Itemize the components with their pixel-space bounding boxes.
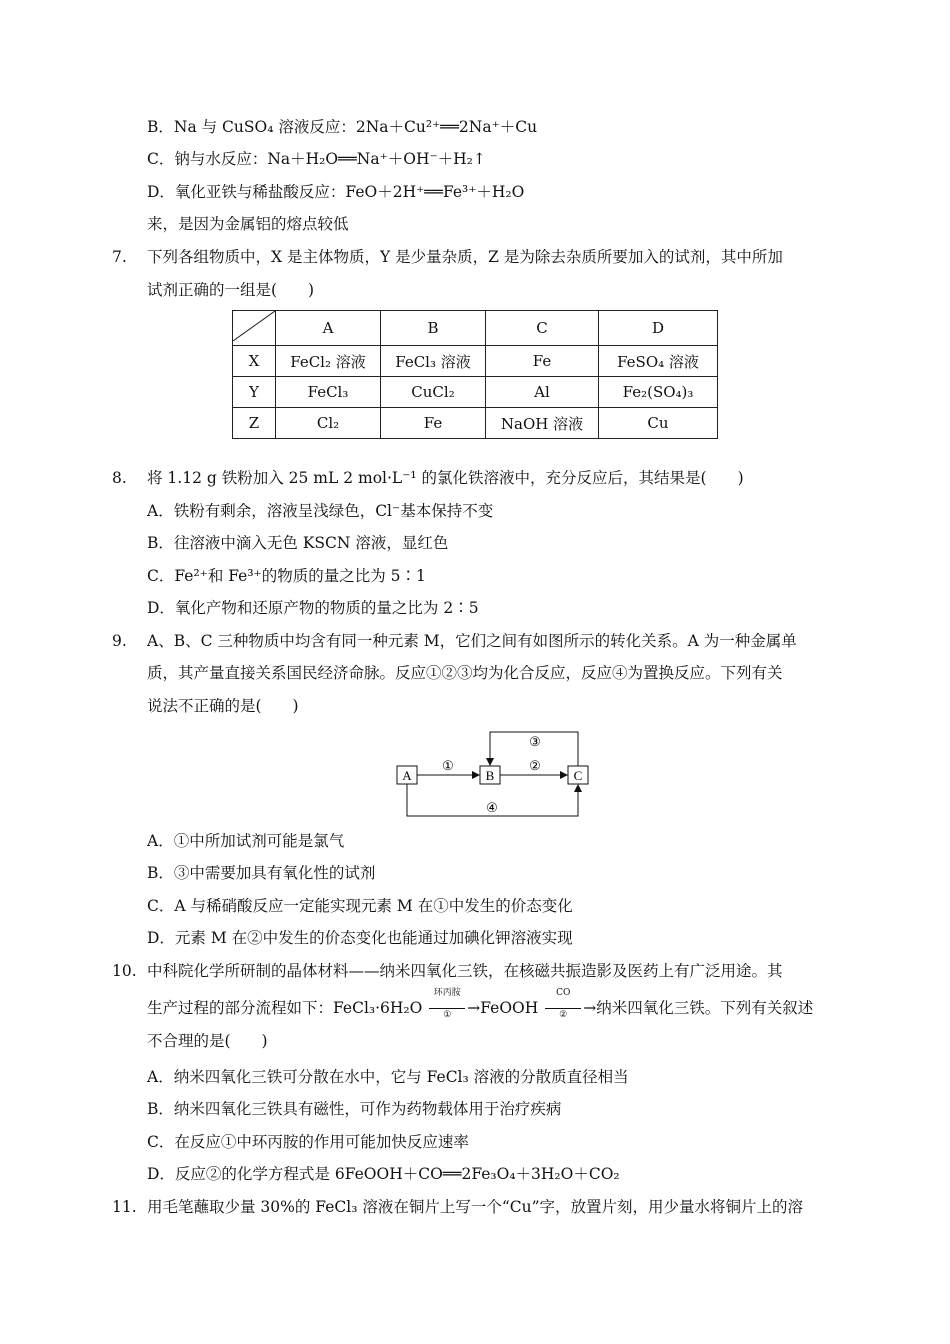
table-header: D bbox=[599, 311, 718, 346]
q9-stem-line2: 质，其产量直接关系国民经济命脉。反应①②③均为化合反应，反应④为置换反应。下列有关 bbox=[147, 664, 783, 682]
q10-line2-post: →纳米四氧化三铁。下列有关叙述 bbox=[583, 999, 814, 1017]
row-label: Y bbox=[233, 377, 276, 408]
label-a: A bbox=[402, 768, 412, 783]
q9-conversion-diagram bbox=[395, 728, 595, 820]
table-cell: NaOH 溶液 bbox=[486, 408, 599, 439]
table-cell: FeSO₄ 溶液 bbox=[599, 346, 718, 377]
q8-option-a: A．铁粉有剩余，溶液呈浅绿色，Cl⁻基本保持不变 bbox=[147, 502, 494, 520]
q9-stem-line1: A、B、C 三种物质中均含有同一种元素 M，它们之间有如图所示的转化关系。A 为一种金属单 bbox=[147, 632, 797, 650]
reaction-arrow-1 bbox=[427, 988, 467, 1020]
q10-option-d: D．反应②的化学方程式是 6FeOOH＋CO══2Fe₃O₄＋3H₂O＋CO₂ bbox=[147, 1165, 620, 1183]
q9-option-b: B．③中需要加具有氧化性的试剂 bbox=[147, 864, 376, 882]
q8-number: 8. bbox=[112, 469, 127, 487]
q10-stem-line1: 中科院化学所研制的晶体材料——纳米四氧化三铁，在核磁共振造影及医药上有广泛用途。其 bbox=[147, 962, 783, 980]
q9-stem-line3: 说法不正确的是( ) bbox=[147, 697, 299, 715]
q7-table bbox=[232, 310, 718, 439]
q8-option-c: C．Fe²⁺和 Fe³⁺的物质的量之比为 5∶1 bbox=[147, 567, 426, 585]
q8-option-b: B．往溶液中滴入无色 KSCN 溶液，显红色 bbox=[147, 534, 449, 552]
reaction-1-label: ① bbox=[442, 759, 454, 774]
table-header-row bbox=[233, 311, 718, 346]
table-row bbox=[233, 377, 718, 408]
table-cell: Fe₂(SO₄)₃ bbox=[599, 377, 718, 408]
q10-stem-line3: 不合理的是( ) bbox=[147, 1032, 268, 1050]
reaction-4-label: ④ bbox=[486, 801, 498, 816]
q9-option-c: C．A 与稀硝酸反应一定能实现元素 M 在①中发生的价态变化 bbox=[147, 897, 573, 915]
q6-option-c: C．钠与水反应：Na＋H₂O══Na⁺＋OH⁻＋H₂↑ bbox=[147, 150, 486, 168]
table-cell: Cl₂ bbox=[276, 408, 381, 439]
q10-option-b: B．纳米四氧化三铁具有磁性，可作为药物载体用于治疗疾病 bbox=[147, 1100, 562, 1118]
table-cell: Cu bbox=[599, 408, 718, 439]
reaction-3-label: ③ bbox=[529, 735, 541, 750]
table-cell: FeCl₃ 溶液 bbox=[381, 346, 486, 377]
q10-option-c: C．在反应①中环丙胺的作用可能加快反应速率 bbox=[147, 1133, 469, 1151]
q11-stem-line1: 用毛笔蘸取少量 30%的 FeCl₃ 溶液在铜片上写一个“Cu”字，放置片刻，用少量水将铜片上的溶 bbox=[147, 1198, 804, 1216]
table-cell: FeCl₂ 溶液 bbox=[276, 346, 381, 377]
table-header: C bbox=[486, 311, 599, 346]
q9-option-a: A．①中所加试剂可能是氯气 bbox=[147, 832, 345, 850]
q8-option-d: D．氧化产物和还原产物的物质的量之比为 2∶5 bbox=[147, 599, 479, 617]
reaction-arrow-2 bbox=[543, 988, 583, 1020]
label-c: C bbox=[573, 768, 583, 783]
table-cell: CuCl₂ bbox=[381, 377, 486, 408]
row-label: Z bbox=[233, 408, 276, 439]
table-corner-cell bbox=[233, 311, 276, 346]
q9-option-d: D．元素 M 在②中发生的价态变化也能通过加碘化钾溶液实现 bbox=[147, 929, 573, 947]
q9-number: 9. bbox=[112, 632, 127, 650]
q11-number: 11. bbox=[112, 1198, 137, 1216]
table-cell: FeCl₃ bbox=[276, 377, 381, 408]
q7-stem-line2: 试剂正确的一组是( ) bbox=[147, 281, 315, 299]
diagonal-line-icon bbox=[233, 311, 275, 341]
q6-option-d: D．氧化亚铁与稀盐酸反应：FeO＋2H⁺══Fe³⁺＋H₂O bbox=[147, 183, 525, 201]
q10-line2-pre: 生产过程的部分流程如下：FeCl₃·6H₂O bbox=[147, 999, 423, 1017]
row-label: X bbox=[233, 346, 276, 377]
table-header: B bbox=[381, 311, 486, 346]
q7-number: 7. bbox=[112, 248, 127, 266]
label-b: B bbox=[485, 768, 495, 783]
q10-stem-line2 bbox=[147, 988, 814, 1020]
table-row bbox=[233, 408, 718, 439]
table-row bbox=[233, 346, 718, 377]
q8-stem: 将 1.12 g 铁粉加入 25 mL 2 mol·L⁻¹ 的氯化铁溶液中，充分反应后，其结果是( ) bbox=[147, 469, 744, 487]
q10-number: 10. bbox=[112, 962, 137, 980]
table-cell: Al bbox=[486, 377, 599, 408]
table-cell: Fe bbox=[486, 346, 599, 377]
table-header: A bbox=[276, 311, 381, 346]
q6-option-b: B．Na 与 CuSO₄ 溶液反应：2Na＋Cu²⁺══2Na⁺＋Cu bbox=[147, 118, 538, 136]
q6-extra-text: 来，是因为金属铝的熔点较低 bbox=[147, 215, 349, 233]
arrow-1-condition: 环丙胺 bbox=[433, 988, 461, 998]
arrow-2-condition: CO bbox=[556, 988, 571, 998]
table-cell: Fe bbox=[381, 408, 486, 439]
q10-option-a: A．纳米四氧化三铁可分散在水中，它与 FeCl₃ 溶液的分散质直径相当 bbox=[147, 1068, 629, 1086]
q10-line2-mid: →FeOOH bbox=[467, 999, 539, 1017]
reaction-2-label: ② bbox=[529, 759, 541, 774]
arrow-2-step: ② bbox=[559, 1010, 568, 1020]
arrow-1-step: ① bbox=[443, 1010, 452, 1020]
q7-stem-line1: 下列各组物质中，X 是主体物质，Y 是少量杂质，Z 是为除去杂质所要加入的试剂，其中所加 bbox=[147, 248, 783, 266]
